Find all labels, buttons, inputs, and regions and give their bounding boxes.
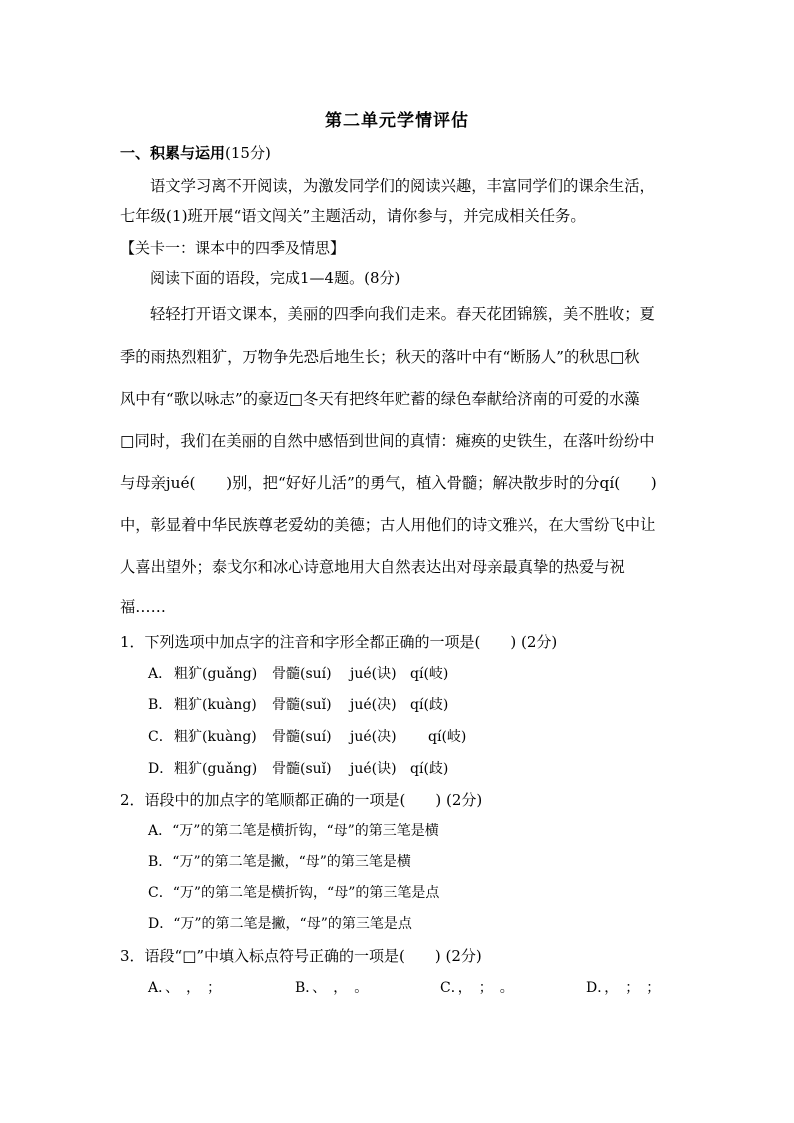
option-row xyxy=(148,978,221,998)
option-part: 粗犷(guǎng) xyxy=(174,761,258,777)
level-instruction: 阅读下面的语段，完成1—4题。(8分) xyxy=(150,269,401,287)
section-heading-text: 一、积累与运用 xyxy=(120,144,226,162)
option-part: 粗犷(guǎng) xyxy=(174,666,258,682)
option-part: qí(歧) xyxy=(410,697,449,713)
section-score: (15分) xyxy=(225,144,271,162)
passage-line: 与母亲jué( )别，把“好好儿活”的勇气，植入骨髓；解决散步时的分qí( ) xyxy=(120,474,657,492)
option-row xyxy=(440,978,514,998)
question-3-stem: 3．语段“□”中填入标点符号正确的一项是( ) (2分) xyxy=(120,947,482,965)
passage-line: 轻轻打开语文课本，美丽的四季向我们走来。春天花团锦簇，美不胜收；夏 xyxy=(150,305,655,323)
option-letter: D． xyxy=(148,761,174,777)
option-letter: B． xyxy=(295,980,313,996)
option-row xyxy=(148,914,412,934)
option-letter: C． xyxy=(440,980,458,996)
option-part: jué(决) xyxy=(350,729,397,745)
option-part: 骨髓(suǐ) xyxy=(272,697,332,713)
option-letter: D． xyxy=(148,916,174,932)
option-part: jué(诀) xyxy=(350,761,397,777)
option-row xyxy=(586,978,660,998)
option-text: “万”的第二笔是横折钩，“母”的第三笔是点 xyxy=(172,885,440,901)
question-2-stem: 2．语段中的加点字的笔顺都正确的一项是( ) (2分) xyxy=(120,791,483,809)
passage-line: 季的雨热烈粗犷，万物争先恐后地生长；秋天的落叶中有“断肠人”的秋思□秋 xyxy=(120,348,640,366)
option-part: 粗犷(kuàng) xyxy=(174,697,257,713)
option-part: 骨髓(suí) xyxy=(272,729,332,745)
option-row xyxy=(148,821,439,841)
intro-line-2: 七年级(1)班开展“语文闯关”主题活动，请你参与，并完成相关任务。 xyxy=(120,207,586,225)
question-1-stem: 1．下列选项中加点字的注音和字形全都正确的一项是( ) (2分) xyxy=(120,633,558,651)
option-letter: C． xyxy=(148,729,173,745)
option-part: jué(诀) xyxy=(350,666,397,682)
option-letter: A． xyxy=(148,823,173,839)
option-text: “万”的第二笔是横折钩，“母”的第三笔是横 xyxy=(172,823,439,839)
passage-line: 中，彰显着中华民族尊老爱幼的美德；古人用他们的诗文雅兴，在大雪纷飞中让 xyxy=(120,516,656,534)
passage-line: 风中有“歌以咏志”的豪迈□冬天有把终年贮蓄的绿色奉献给济南的可爱的水藻 xyxy=(120,390,640,408)
passage-line: 福…… xyxy=(120,598,166,616)
option-row xyxy=(295,978,368,998)
option-text: “万”的第二笔是撇，“母”的第三笔是横 xyxy=(172,854,411,870)
option-text: 、 ， ； xyxy=(165,980,222,996)
option-text: “万”的第二笔是撇，“母”的第三笔是点 xyxy=(173,916,412,932)
option-row xyxy=(148,852,411,872)
option-text: ， ； 。 xyxy=(457,980,514,996)
option-letter: D． xyxy=(586,980,605,996)
option-part: 骨髓(suí) xyxy=(272,666,332,682)
option-letter: C． xyxy=(148,885,173,901)
option-text: 、 ， 。 xyxy=(312,980,369,996)
option-letter: B． xyxy=(148,854,173,870)
intro-line-1: 语文学习离不开阅读，为激发同学们的阅读兴趣，丰富同学们的课余生活， xyxy=(150,177,655,195)
section-heading xyxy=(120,143,271,163)
option-letter: A． xyxy=(148,666,173,682)
option-part: qí(歧) xyxy=(410,761,449,777)
passage-line: 人喜出望外；泰戈尔和冰心诗意地用大自然表达出对母亲最真挚的热爱与祝 xyxy=(120,558,625,576)
level-label: 【关卡一：课本中的四季及情思】 xyxy=(120,239,346,257)
option-text: ， ； ； xyxy=(604,980,661,996)
option-part: qí(岐) xyxy=(410,666,449,682)
option-letter: B． xyxy=(148,697,173,713)
passage-line: □同时，我们在美丽的自然中感悟到世间的真情：瘫痪的史铁生，在落叶纷纷中 xyxy=(120,432,655,450)
page-title: 第二单元学情评估 xyxy=(325,111,469,131)
option-letter: A． xyxy=(148,980,166,996)
option-part: jué(决) xyxy=(350,697,397,713)
option-part: 粗犷(kuàng) xyxy=(174,729,257,745)
option-row xyxy=(148,883,439,903)
option-part: 骨髓(suǐ) xyxy=(272,761,332,777)
option-part: qí(岐) xyxy=(428,729,467,745)
